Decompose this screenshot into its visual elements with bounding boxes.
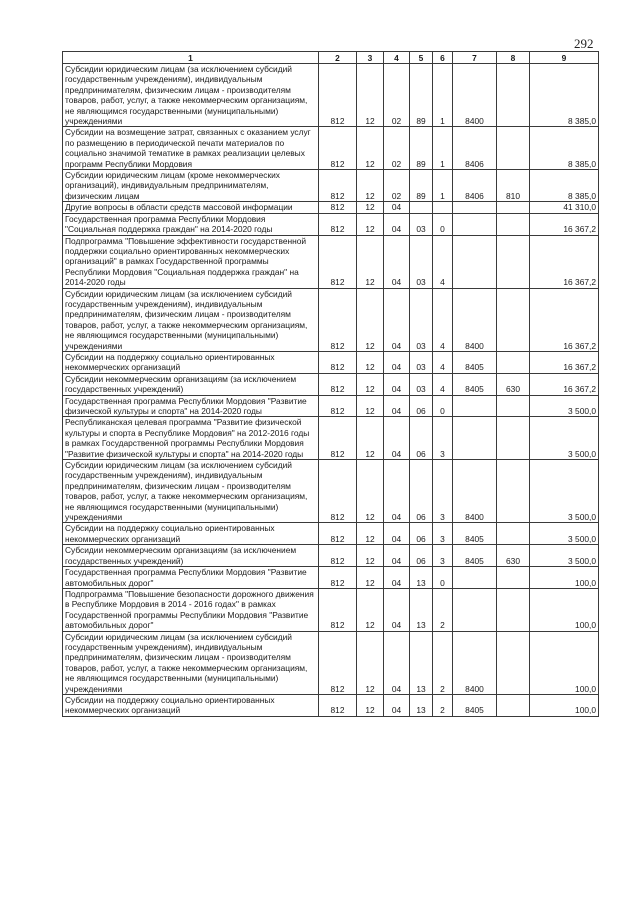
column-header-5: 5 (410, 52, 433, 64)
row-code-gr: 812 (319, 170, 357, 202)
row-name-cell: Субсидии на поддержку социально ориентированных некоммерческих организаций (63, 523, 319, 545)
row-name-cell: Субсидии юридическим лицам (за исключением субсидий государственным учреждениям), индивидуальным предпринимателям, физическим лицам - производителям товаров, работ, услуг, а также некоммерческим организациям, не являющимся государственными (муниципальными) учреждениями (63, 631, 319, 694)
table-row (63, 64, 599, 127)
row-code-direction (453, 588, 497, 631)
column-header-3: 3 (357, 52, 384, 64)
row-amount: 8 385,0 (530, 64, 599, 127)
row-name-cell: Субсидии юридическим лицам (за исключением субсидий государственным учреждениям), индивидуальным предпринимателям, физическим лицам - производителям товаров, работ, услуг, а также некоммерческим организациям, не являющимся государственными (муниципальными) учреждениями (63, 460, 319, 523)
table-row (63, 202, 599, 213)
header-row (63, 52, 599, 64)
row-amount: 16 367,2 (530, 235, 599, 288)
budget-table (62, 51, 599, 717)
row-code-vr (497, 202, 530, 213)
row-code-program: 13 (410, 631, 433, 694)
row-code-vr (497, 64, 530, 127)
row-code-pr: 04 (384, 523, 410, 545)
table-row (63, 417, 599, 460)
row-code-vr (497, 351, 530, 373)
row-code-rz: 12 (357, 417, 384, 460)
row-code-pr: 04 (384, 567, 410, 589)
table-row (63, 395, 599, 417)
row-name-cell: Государственная программа Республики Мордовия "Социальная поддержка граждан" на 2014-2020 годы (63, 213, 319, 235)
row-code-gr: 812 (319, 373, 357, 395)
row-code-rz: 12 (357, 127, 384, 170)
row-code-pr: 04 (384, 373, 410, 395)
row-amount: 100,0 (530, 567, 599, 589)
row-code-rz: 12 (357, 235, 384, 288)
row-name-cell: Субсидии некоммерческим организациям (за исключением государственных учреждений) (63, 373, 319, 395)
table-row (63, 631, 599, 694)
row-name-cell: Государственная программа Республики Мордовия "Развитие физической культуры и спорта" на 2014-2020 годы (63, 395, 319, 417)
row-code-direction (453, 567, 497, 589)
row-code-program: 03 (410, 373, 433, 395)
row-code-pr: 04 (384, 588, 410, 631)
column-header-7: 7 (453, 52, 497, 64)
row-code-vr (497, 127, 530, 170)
table-row (63, 288, 599, 351)
row-code-program: 03 (410, 213, 433, 235)
row-code-subprogram: 4 (433, 235, 453, 288)
row-code-gr: 812 (319, 202, 357, 213)
row-code-subprogram: 1 (433, 127, 453, 170)
row-code-vr: 630 (497, 545, 530, 567)
row-code-rz: 12 (357, 351, 384, 373)
row-code-direction (453, 213, 497, 235)
column-header-1: 1 (63, 52, 319, 64)
row-amount: 16 367,2 (530, 351, 599, 373)
row-code-rz: 12 (357, 588, 384, 631)
row-code-subprogram: 0 (433, 395, 453, 417)
row-amount: 100,0 (530, 631, 599, 694)
row-name-cell: Субсидии юридическим лицам (за исключением субсидий государственным учреждениям), индивидуальным предпринимателям, физическим лицам - производителям товаров, работ, услуг, а также некоммерческим организациям, не являющимся государственными (муниципальными) учреждениями (63, 288, 319, 351)
table-row (63, 351, 599, 373)
row-code-subprogram: 0 (433, 213, 453, 235)
row-name-cell: Республиканская целевая программа "Развитие физической культуры и спорта в Республике Мордовия" на 2012-2016 годы в рамках Государственной программы Республики Мордовия "Развитие физической культуры и спорта" на 2014-2020 годы (63, 417, 319, 460)
column-header-9: 9 (530, 52, 599, 64)
table-row (63, 523, 599, 545)
row-code-direction: 8405 (453, 545, 497, 567)
row-code-program: 03 (410, 235, 433, 288)
row-code-program: 06 (410, 523, 433, 545)
row-code-gr: 812 (319, 694, 357, 716)
row-code-subprogram: 4 (433, 288, 453, 351)
row-amount: 3 500,0 (530, 460, 599, 523)
row-code-direction: 8400 (453, 64, 497, 127)
row-code-rz: 12 (357, 170, 384, 202)
page-number: 292 (574, 36, 594, 51)
table-row (63, 373, 599, 395)
table-row (63, 588, 599, 631)
row-amount: 16 367,2 (530, 213, 599, 235)
table-row (63, 694, 599, 716)
row-code-program: 89 (410, 170, 433, 202)
row-code-subprogram: 0 (433, 567, 453, 589)
row-code-direction: 8405 (453, 351, 497, 373)
row-code-direction: 8405 (453, 694, 497, 716)
row-name-cell: Государственная программа Республики Мордовия "Развитие автомобильных дорог" (63, 567, 319, 589)
row-code-program: 06 (410, 460, 433, 523)
row-code-vr: 630 (497, 373, 530, 395)
row-code-gr: 812 (319, 460, 357, 523)
row-code-pr: 04 (384, 460, 410, 523)
row-code-pr: 04 (384, 202, 410, 213)
row-code-gr: 812 (319, 417, 357, 460)
row-amount: 8 385,0 (530, 170, 599, 202)
row-code-pr: 04 (384, 395, 410, 417)
row-amount: 100,0 (530, 588, 599, 631)
row-code-program (410, 202, 433, 213)
row-code-gr: 812 (319, 235, 357, 288)
row-code-program: 89 (410, 127, 433, 170)
row-amount: 8 385,0 (530, 127, 599, 170)
row-code-rz: 12 (357, 202, 384, 213)
row-code-gr: 812 (319, 64, 357, 127)
column-header-6: 6 (433, 52, 453, 64)
row-code-rz: 12 (357, 545, 384, 567)
row-code-vr (497, 631, 530, 694)
row-name-cell: Субсидии на поддержку социально ориентированных некоммерческих организаций (63, 694, 319, 716)
row-code-gr: 812 (319, 567, 357, 589)
row-code-direction (453, 395, 497, 417)
row-name-cell: Субсидии юридическим лицам (за исключением субсидий государственным учреждениям), индивидуальным предпринимателям, физическим лицам - производителям товаров, работ, услуг, а также некоммерческим организациям, не являющимся государственными (муниципальными) учреждениями (63, 64, 319, 127)
row-amount: 3 500,0 (530, 545, 599, 567)
row-code-rz: 12 (357, 694, 384, 716)
row-code-subprogram: 2 (433, 588, 453, 631)
row-code-gr: 812 (319, 523, 357, 545)
row-code-rz: 12 (357, 523, 384, 545)
row-name-cell: Подпрограмма "Повышение эффективности государственной поддержки социально ориентированных некоммерческих организаций" в рамках Государственной программы Республики Мордовия "Социальная поддержка граждан" на 2014-2020 годы (63, 235, 319, 288)
row-code-vr (497, 235, 530, 288)
row-amount: 3 500,0 (530, 523, 599, 545)
row-code-direction: 8400 (453, 460, 497, 523)
row-amount: 16 367,2 (530, 373, 599, 395)
row-code-direction: 8406 (453, 170, 497, 202)
row-code-gr: 812 (319, 127, 357, 170)
row-code-program: 13 (410, 588, 433, 631)
row-amount: 100,0 (530, 694, 599, 716)
row-code-pr: 02 (384, 127, 410, 170)
row-code-vr (497, 588, 530, 631)
row-code-subprogram: 2 (433, 631, 453, 694)
row-code-rz: 12 (357, 213, 384, 235)
row-code-subprogram: 2 (433, 694, 453, 716)
row-amount: 41 310,0 (530, 202, 599, 213)
row-code-rz: 12 (357, 460, 384, 523)
table-body (63, 64, 599, 717)
row-code-subprogram (433, 202, 453, 213)
row-code-program: 03 (410, 288, 433, 351)
row-code-rz: 12 (357, 288, 384, 351)
row-code-pr: 04 (384, 213, 410, 235)
row-code-pr: 04 (384, 417, 410, 460)
row-code-pr: 04 (384, 694, 410, 716)
column-header-2: 2 (319, 52, 357, 64)
row-code-pr: 02 (384, 170, 410, 202)
row-code-direction (453, 202, 497, 213)
row-amount: 16 367,2 (530, 288, 599, 351)
row-code-direction (453, 235, 497, 288)
column-header-8: 8 (497, 52, 530, 64)
row-code-subprogram: 4 (433, 373, 453, 395)
row-code-vr (497, 213, 530, 235)
row-code-program: 03 (410, 351, 433, 373)
row-code-vr (497, 567, 530, 589)
row-code-subprogram: 3 (433, 523, 453, 545)
row-name-cell: Субсидии на возмещение затрат, связанных с оказанием услуг по размещению в периодической печати материалов по социально значимой тематике в рамках реализации целевых программ Республики Мордовия (63, 127, 319, 170)
row-code-vr (497, 395, 530, 417)
row-code-program: 13 (410, 567, 433, 589)
row-code-vr: 810 (497, 170, 530, 202)
table-row (63, 567, 599, 589)
row-code-subprogram: 3 (433, 460, 453, 523)
table-row (63, 545, 599, 567)
column-header-4: 4 (384, 52, 410, 64)
row-name-cell: Субсидии на поддержку социально ориентированных некоммерческих организаций (63, 351, 319, 373)
row-code-subprogram: 1 (433, 170, 453, 202)
row-code-subprogram: 4 (433, 351, 453, 373)
row-code-rz: 12 (357, 373, 384, 395)
row-code-direction: 8400 (453, 631, 497, 694)
row-code-rz: 12 (357, 395, 384, 417)
row-code-subprogram: 1 (433, 64, 453, 127)
row-code-vr (497, 417, 530, 460)
row-code-pr: 04 (384, 288, 410, 351)
row-name-cell: Субсидии юридическим лицам (кроме некоммерческих организаций), индивидуальным предпринимателям, физическим лицам (63, 170, 319, 202)
row-code-program: 13 (410, 694, 433, 716)
row-amount: 3 500,0 (530, 395, 599, 417)
row-code-gr: 812 (319, 213, 357, 235)
row-code-subprogram: 3 (433, 545, 453, 567)
row-code-direction: 8400 (453, 288, 497, 351)
row-code-vr (497, 523, 530, 545)
row-code-vr (497, 460, 530, 523)
row-name-cell: Субсидии некоммерческим организациям (за исключением государственных учреждений) (63, 545, 319, 567)
table-row (63, 127, 599, 170)
row-code-pr: 04 (384, 351, 410, 373)
row-code-rz: 12 (357, 567, 384, 589)
row-code-pr: 04 (384, 545, 410, 567)
row-code-vr (497, 694, 530, 716)
row-code-gr: 812 (319, 288, 357, 351)
row-code-direction: 8405 (453, 373, 497, 395)
row-code-pr: 04 (384, 631, 410, 694)
table-row (63, 213, 599, 235)
row-code-pr: 02 (384, 64, 410, 127)
row-code-rz: 12 (357, 631, 384, 694)
row-code-gr: 812 (319, 631, 357, 694)
row-code-direction: 8406 (453, 127, 497, 170)
table-row (63, 460, 599, 523)
row-code-gr: 812 (319, 545, 357, 567)
row-code-vr (497, 288, 530, 351)
row-code-direction (453, 417, 497, 460)
row-code-program: 06 (410, 545, 433, 567)
row-name-cell: Другие вопросы в области средств массовой информации (63, 202, 319, 213)
row-code-program: 06 (410, 395, 433, 417)
row-code-subprogram: 3 (433, 417, 453, 460)
row-name-cell: Подпрограмма "Повышение безопасности дорожного движения в Республике Мордовия в 2014 - 2016 годах" в рамках Государственной программы Республики Мордовия "Развитие автомобильных дорог" (63, 588, 319, 631)
row-amount: 3 500,0 (530, 417, 599, 460)
table-row (63, 170, 599, 202)
row-code-rz: 12 (357, 64, 384, 127)
row-code-gr: 812 (319, 588, 357, 631)
row-code-direction: 8405 (453, 523, 497, 545)
row-code-gr: 812 (319, 351, 357, 373)
row-code-pr: 04 (384, 235, 410, 288)
row-code-gr: 812 (319, 395, 357, 417)
row-code-program: 89 (410, 64, 433, 127)
table-row (63, 235, 599, 288)
row-code-program: 06 (410, 417, 433, 460)
